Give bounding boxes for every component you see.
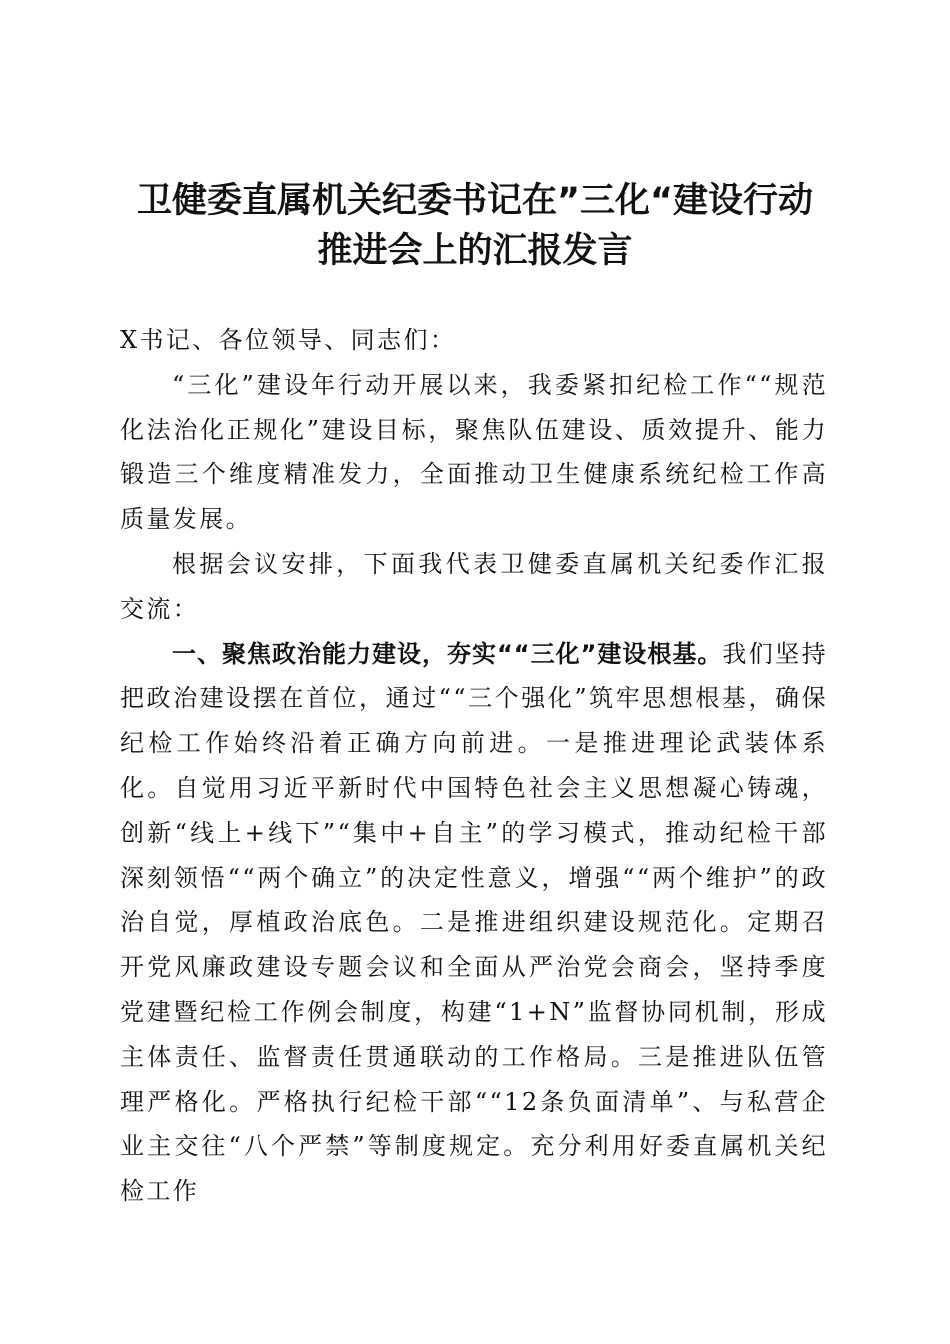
paragraph-section-1 (120, 632, 828, 1214)
title-line-2: 推进会上的汇报发言 (317, 231, 633, 271)
section-1-heading: 一、聚焦政治能力建设，夯实““三化”建设根基。 (172, 639, 723, 668)
document-title (95, 176, 855, 276)
section-1-body: 我们坚持把政治建设摆在首位，通过““三个强化”筑牢思想根基，确保纪检工作始终沿着正确方向前进。一是推进理论武装体系化。自觉用习近平新时代中国特色社会主义思想凝心铸魂，创新“线上+线下”“集中+自主”的学习模式，推动纪检干部深刻领悟““两个确立”的决定性意义，增强““两个维护”的政治自觉，厚植政治底色。二是推进组织建设规范化。定期召开党风廉政建设专题会议和全面从严治党会商会，坚持季度党建暨纪检工作例会制度，构建“1+N”监督协同机制，形成主体责任、监督责任贯通联动的工作格局。三是推进队伍管理严格化。严格执行纪检干部““12条负面清单”、与私营企业主交往“八个严禁”等制度规定。充分利用好委直属机关纪检工作 (120, 639, 828, 1206)
paragraph-intro: “三化”建设年行动开展以来，我委紧扣纪检工作““规范化法治化正规化”建设目标，聚焦队伍建设、质效提升、能力锻造三个维度精准发力，全面推动卫生健康系统纪检工作高质量发展。 (120, 370, 828, 534)
title-line-1: 卫健委直属机关纪委书记在”三化“建设行动 (136, 181, 813, 221)
salutation: X书记、各位领导、同志们： (120, 326, 457, 354)
paragraph-arrangement: 根据会议安排，下面我代表卫健委直属机关纪委作汇报交流： (120, 549, 828, 623)
document-body (120, 318, 828, 1214)
